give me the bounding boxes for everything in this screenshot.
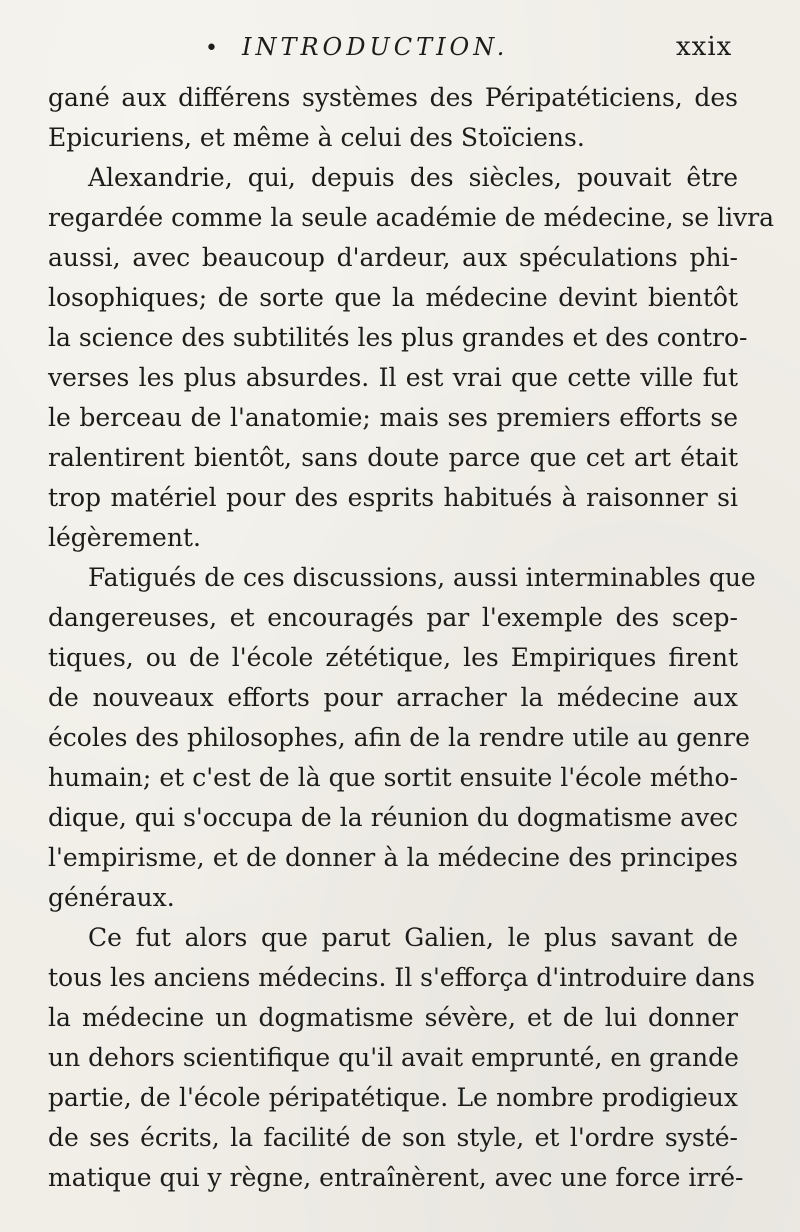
text-line: dique, qui s'occupa de la réunion du dogmatisme avec: [48, 803, 738, 832]
text-line: losophiques; de sorte que la médecine devint bientôt: [48, 283, 738, 312]
text-line: la science des subtilités les plus grandes et des contro-: [48, 323, 748, 352]
text-line: tiques, ou de l'école zététique, les Empiriques firent: [48, 643, 738, 672]
text-line: légèrement.: [48, 523, 201, 552]
text-line: matique qui y règne, entraînèrent, avec une force irré-: [48, 1163, 744, 1192]
page-header: [0, 30, 800, 70]
text-line: partie, de l'école péripatétique. Le nombre prodigieux: [48, 1083, 738, 1112]
text-line: Epicuriens, et même à celui des Stoïciens.: [48, 123, 585, 152]
text-line: de nouveaux efforts pour arracher la médecine aux: [48, 683, 738, 712]
running-title: INTRODUCTION.: [242, 33, 509, 61]
text-line: humain; et c'est de là que sortit ensuite l'école métho-: [48, 763, 738, 792]
paragraph-first-line: Alexandrie, qui, depuis des siècles, pouvait être: [88, 163, 738, 192]
text-line: un dehors scientifique qu'il avait emprunté, en grande: [48, 1043, 739, 1072]
header-ornament: •: [205, 36, 218, 61]
paragraph-first-line: Fatigués de ces discussions, aussi interminables que: [88, 563, 756, 592]
text-line: dangereuses, et encouragés par l'exemple des scep-: [48, 603, 738, 632]
page-number: xxix: [676, 32, 733, 62]
text-line: écoles des philosophes, afin de la rendre utile au genre: [48, 723, 750, 752]
text-line: l'empirisme, et de donner à la médecine des principes: [48, 843, 738, 872]
text-line: ralentirent bientôt, sans doute parce que cet art était: [48, 443, 738, 472]
text-line: aussi, avec beaucoup d'ardeur, aux spéculations phi-: [48, 243, 738, 272]
text-line: regardée comme la seule académie de médecine, se livra: [48, 203, 775, 232]
text-line: trop matériel pour des esprits habitués à raisonner si: [48, 483, 738, 512]
text-line: tous les anciens médecins. Il s'efforça d'introduire dans: [48, 963, 755, 992]
text-line: le berceau de l'anatomie; mais ses premiers efforts se: [48, 403, 738, 432]
paragraph-first-line: Ce fut alors que parut Galien, le plus savant de: [88, 923, 738, 952]
text-line: de ses écrits, la facilité de son style, et l'ordre systé-: [48, 1123, 738, 1152]
text-line: verses les plus absurdes. Il est vrai que cette ville fut: [48, 363, 738, 392]
text-line: généraux.: [48, 883, 175, 912]
text-line: la médecine un dogmatisme sévère, et de lui donner: [48, 1003, 738, 1032]
text-line: gané aux différens systèmes des Péripatéticiens, des: [48, 83, 738, 112]
